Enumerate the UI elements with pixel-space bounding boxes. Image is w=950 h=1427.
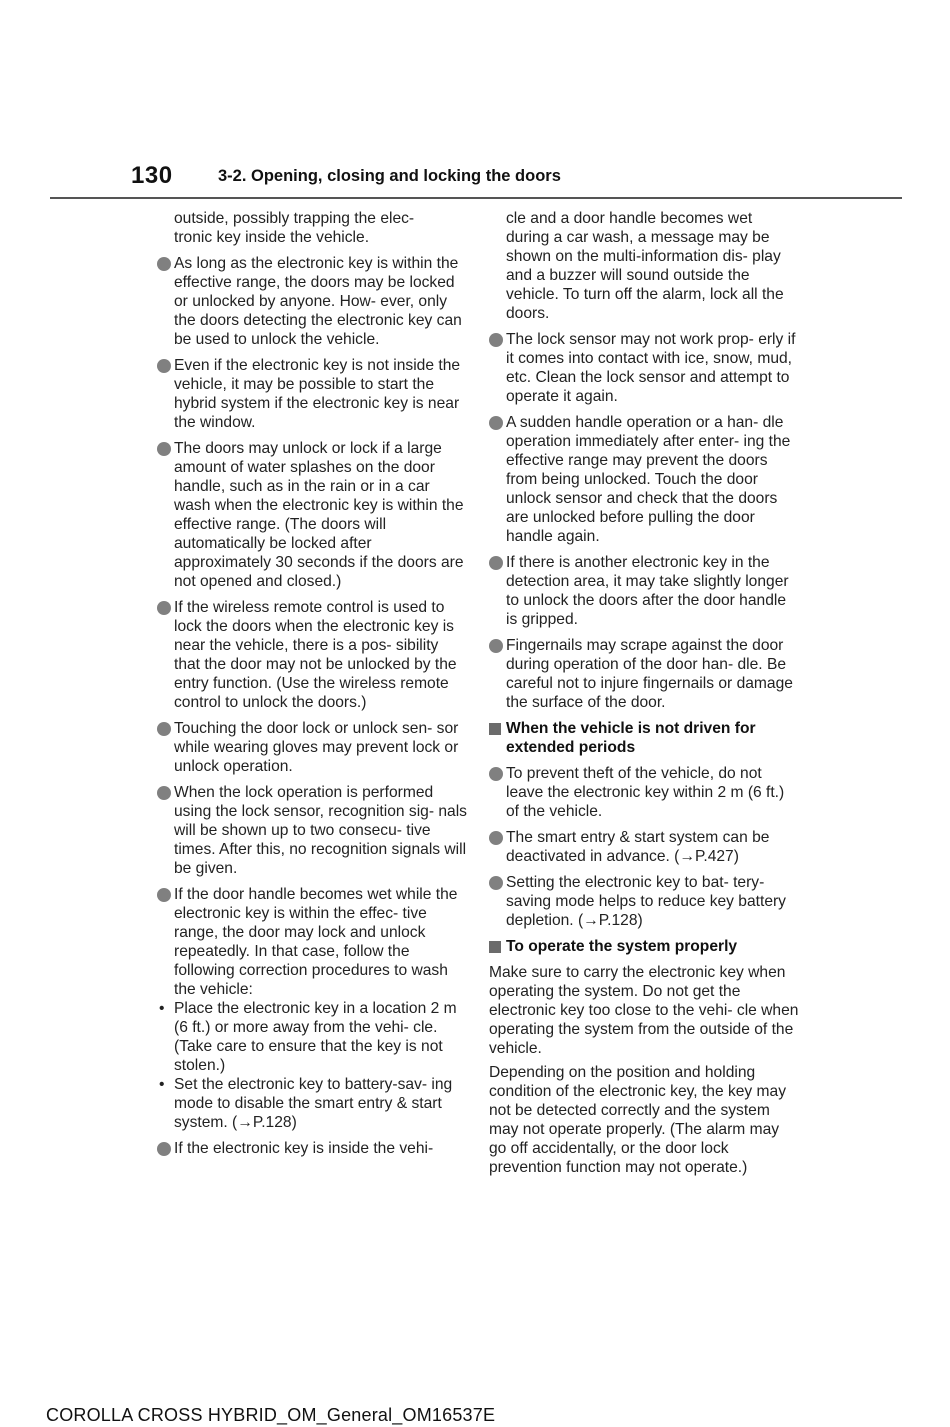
page-number: 130 — [131, 162, 173, 189]
sub-list-item-text: Place the electronic key in a location 2 m (6 ft.) or more away from the vehi- cle. (Take care to ensure that the key is not stolen.) — [174, 1000, 457, 1074]
paragraph: Make sure to carry the electronic key when operating the system. Do not get the electronic key too close to the vehi- cle when operating the system from the outside of the vehicle. — [489, 964, 799, 1057]
sub-bullet-icon: • — [159, 1000, 165, 1017]
list-item-text: The smart entry & start system can be deactivated in advance. (→P.427) — [506, 829, 770, 865]
bullet-dot-icon — [157, 722, 171, 736]
section-heading-text: When the vehicle is not driven for extended periods — [506, 720, 756, 756]
bullet-dot-icon — [489, 876, 503, 890]
list-item — [489, 873, 799, 930]
section-heading — [489, 937, 799, 956]
bullet-dot-icon — [489, 556, 503, 570]
list-item-text: If there is another electronic key in the detection area, it may take slightly longer to unlock the doors after the door handle is gripped. — [506, 554, 789, 628]
section-heading-text: To operate the system properly — [506, 938, 738, 955]
heading-square-icon — [489, 723, 501, 735]
list-item-text: If the wireless remote control is used to lock the doors when the electronic key is near the vehicle, there is a pos- sibility that the door may not be unlocked by the entry function. (Use the wireless remote control to unlock the doors.) — [174, 599, 457, 711]
bullet-dot-icon — [157, 601, 171, 615]
sub-list-item — [157, 999, 467, 1075]
section-heading — [489, 719, 799, 757]
list-item-text: The lock sensor may not work prop- erly if it comes into contact with ice, snow, mud, etc. Clean the lock sensor and attempt to operate it again. — [506, 331, 796, 405]
list-item — [157, 885, 467, 999]
list-item-text: Fingernails may scrape against the door during operation of the door han- dle. Be careful not to injure fingernails or damage the surface of the door. — [506, 637, 793, 711]
list-item-text: Even if the electronic key is not inside the vehicle, it may be possible to start the hybrid system if the electronic key is near the window. — [174, 357, 461, 431]
list-item — [157, 439, 467, 591]
left-column — [157, 209, 467, 1165]
continued-text — [157, 209, 467, 247]
list-item — [489, 764, 799, 821]
list-item-text: When the lock operation is performed using the lock sensor, recognition sig- nals will be shown up to two consecu- tive times. After this, no recognition signals will be given. — [174, 784, 467, 877]
list-item-text: Setting the electronic key to bat- tery-saving mode helps to reduce key battery depletion. (→P.128) — [506, 874, 786, 929]
continued-text-body: cle and a door handle becomes wet during a car wash, a message may be shown on the multi-information dis- play and a buzzer will sound outside the vehicle. To turn off the alarm, lock all the doors. — [506, 210, 784, 322]
bullet-dot-icon — [157, 442, 171, 456]
right-column — [489, 209, 799, 1182]
list-item-text: Touching the door lock or unlock sen- sor while wearing gloves may prevent lock or unlock operation. — [174, 720, 459, 775]
sub-list-item — [157, 1075, 467, 1132]
bullet-dot-icon — [489, 831, 503, 845]
continued-text-body: outside, possibly trapping the elec- tronic key inside the vehicle. — [174, 210, 415, 246]
list-item-text: As long as the electronic key is within the effective range, the doors may be locked or unlocked by anyone. How- ever, only the doors detecting the electronic key can be used to unlock the vehicle. — [174, 255, 462, 348]
list-item — [489, 828, 799, 866]
list-item-text: The doors may unlock or lock if a large amount of water splashes on the door handle, such as in the rain or in a car wash when the electronic key is within the effective range. (The doors will automatically be locked after approximately 30 seconds if the doors are not opened and closed.) — [174, 440, 464, 590]
bullet-dot-icon — [489, 767, 503, 781]
list-item — [489, 553, 799, 629]
list-item-text: A sudden handle operation or a han- dle operation immediately after enter- ing the effective range may prevent the doors from being unlocked. Touch the door unlock sensor and check that the doors are unlocked before pulling the door handle again. — [506, 414, 791, 545]
continued-text — [489, 209, 799, 323]
list-item — [157, 783, 467, 878]
list-item-text: If the electronic key is inside the vehi- — [174, 1140, 434, 1157]
sub-list-item-text: Set the electronic key to battery-sav- ing mode to disable the smart entry & start system. (→P.128) — [174, 1076, 453, 1131]
header-divider — [50, 197, 902, 199]
bullet-dot-icon — [157, 359, 171, 373]
section-title: 3-2. Opening, closing and locking the doors — [218, 167, 561, 185]
bullet-dot-icon — [489, 416, 503, 430]
paragraph: Depending on the position and holding condition of the electronic key, the key may not be detected correctly and the system may not operate properly. (The alarm may go off accidentally, or the door lock prevention function may not operate.) — [489, 1064, 787, 1176]
list-item — [157, 356, 467, 432]
bullet-dot-icon — [157, 786, 171, 800]
list-item — [157, 719, 467, 776]
sub-bullet-icon: • — [159, 1076, 165, 1093]
list-item — [489, 636, 799, 712]
list-item — [157, 598, 467, 712]
bullet-dot-icon — [157, 888, 171, 902]
list-item — [489, 330, 799, 406]
bullet-dot-icon — [489, 639, 503, 653]
list-item-text: If the door handle becomes wet while the electronic key is within the effec- tive range, the door may lock and unlock repeatedly. In that case, follow the following correction procedures to wash the vehicle: — [174, 886, 458, 998]
list-item — [157, 1139, 467, 1158]
list-item-text: To prevent theft of the vehicle, do not leave the electronic key within 2 m (6 ft.) of the vehicle. — [506, 765, 785, 820]
bullet-dot-icon — [157, 1142, 171, 1156]
bullet-dot-icon — [157, 257, 171, 271]
bullet-dot-icon — [489, 333, 503, 347]
list-item — [157, 254, 467, 349]
page-header — [0, 0, 950, 200]
heading-square-icon — [489, 941, 501, 953]
document-footer: COROLLA CROSS HYBRID_OM_General_OM16537E — [46, 1405, 496, 1425]
list-item — [489, 413, 799, 546]
